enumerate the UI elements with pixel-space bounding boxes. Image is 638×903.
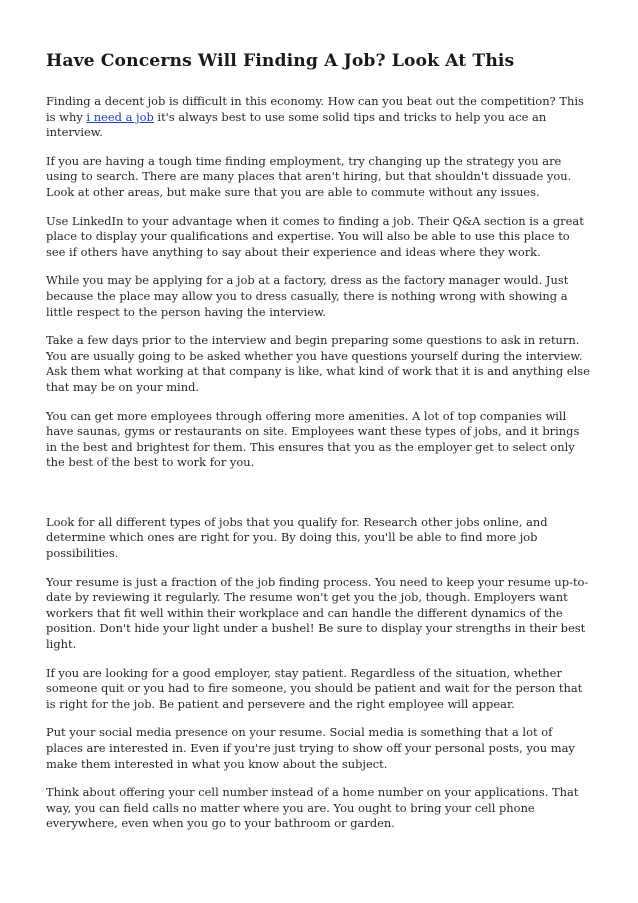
paragraph-patience: If you are looking for a good employer, stay patient. Regardless of the situation, whether someone quit or you had to fire someone, you should be patient and wait for the person that is right for the job. Be patient and persevere and the right employee will appear. — [46, 665, 583, 711]
paragraph-linkedin: Use LinkedIn to your advantage when it comes to finding a job. Their Q&A section is a great place to display your qualifications and expertise. You will also be able to use this place to see if others have anything to say about their experience and ideas where they work. — [46, 213, 584, 259]
i-need-a-job-link[interactable]: i need a job — [86, 109, 154, 124]
paragraph-amenities: You can get more employees through offering more amenities. A lot of top companies will have saunas, gyms or restaurants on site. Employees want these types of jobs, and it brings in the best and brightest for them. This ensures that you as the employer get to select only the best of the best to work for you. — [46, 408, 580, 470]
intro-text-before-link: Finding a decent job is difficult in this economy. How can you beat out the competition? This is why — [46, 94, 584, 124]
paragraph-resume: Your resume is just a fraction of the job finding process. You need to keep your resume up-to-date by reviewing it regularly. The resume won't get you the job, though. Employers want workers that fit well within their workplace and can handle the different dynamics of the position. Don't hide your light under a bushel! Be sure to display your strengths in their best light. — [46, 574, 589, 652]
paragraph-questions: Take a few days prior to the interview and begin preparing some questions to ask in return. You are usually going to be asked whether you have questions yourself during the interview. Ask them what working at that company is like, what kind of work that it is and anything else that may be on your mind. — [46, 333, 590, 394]
intro-paragraph — [46, 94, 592, 141]
intro-text-after-link: it's always best to use some solid tips and tricks to help you ace an interview. — [46, 109, 547, 140]
paragraph-cell-number: Think about offering your cell number instead of a home number on your applications. That way, you can field calls no matter where you are. You ought to bring your cell phone everywhere, even when you go to your bathroom or garden. — [46, 785, 579, 831]
paragraph-dress: While you may be applying for a job at a factory, dress as the factory manager would. Just because the place may allow you to dress casually, there is nothing wrong with showing a little respect to the person having the interview. — [46, 273, 569, 319]
page-title: Have Concerns Will Finding A Job? Look At This — [46, 51, 515, 71]
paragraph-strategy: If you are having a tough time finding employment, try changing up the strategy you are using to search. There are many places that aren't hiring, but that shouldn't dissuade you. Look at other areas, but make sure that you are able to commute without any issues. — [46, 153, 572, 199]
paragraph-social-media: Put your social media presence on your resume. Social media is something that a lot of places are interested in. Even if you're just trying to show off your personal posts, you may make them interested in what you know about the subject. — [46, 725, 575, 771]
section-spacer — [46, 484, 592, 515]
paragraph-job-types: Look for all different types of jobs that you qualify for. Research other jobs online, and determine which ones are right for you. By doing this, you'll be able to find more job possibilities. — [46, 514, 548, 561]
